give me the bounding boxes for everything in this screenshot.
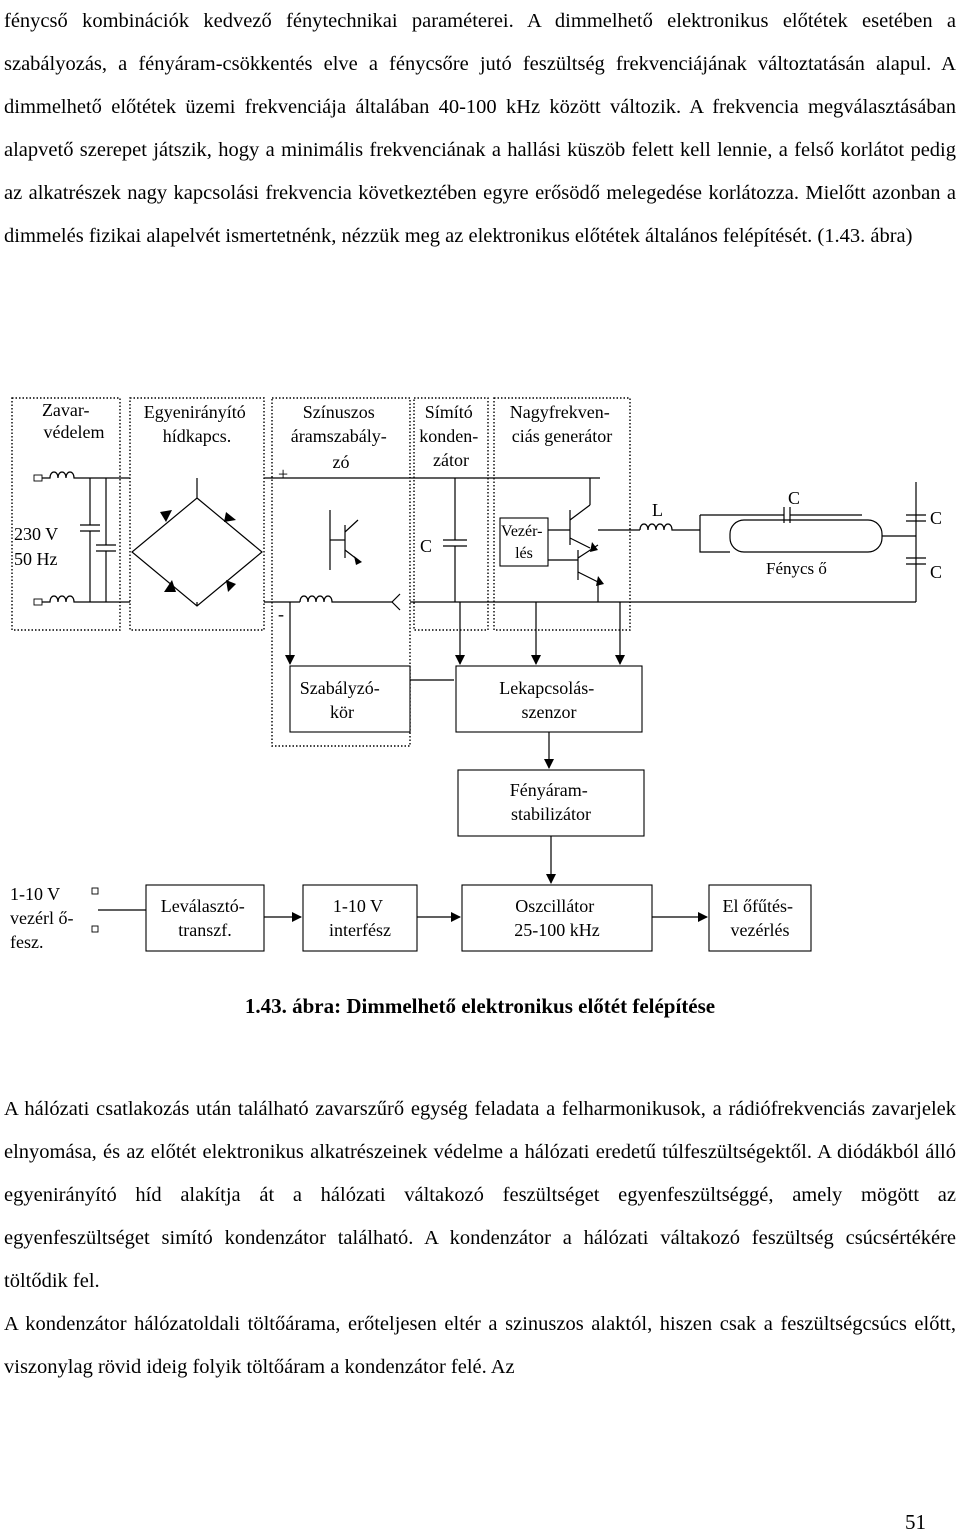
fenycso-tube xyxy=(730,520,882,552)
page-number: 51 xyxy=(905,1510,926,1534)
label-oszcillator: Oszcillátor 25-100 kHz xyxy=(514,896,600,940)
label-plus: + xyxy=(278,464,289,484)
paragraph-intro: fénycső kombinációk kedvező fénytechnikai paraméterei. A dimmelhető elektronikus előtétek esetében a szabályozás, a fényáram-csökkentés elve a fénycsőre jutó feszültség frekvenciájának változtatásán alapul. A dimmelhető előtétek üzemi frekvenciája általában 40-100 kHz között változik. A frekvencia megválasztásában alapvető szerepet játszik, hogy a minimális frekvenciának a hallási küszöb felett kell lennie, a felső korlátot pedig az alkatrészek nagy kapcsolási frekvencia következtében egyre erősödő melegedése korlátozza. Mielőtt azonban a dimmelés fizikai alapelvét ismertetnénk, nézzük meg az elektronikus előtétek általános felépítését. (1.43. ábra) xyxy=(4,10,956,247)
label-simito: Símító konden- zátor xyxy=(419,402,479,470)
label-vezerles: Vezér- lés xyxy=(501,523,543,562)
label-elofutes: El őfűtés- vezérlés xyxy=(722,896,793,940)
signal-arrows xyxy=(98,602,707,917)
figure-caption: 1.43. ábra: Dimmelhető elektronikus előtét felépítése xyxy=(244,994,716,1018)
label-szinuszos: Színuszos áramszabály- zó xyxy=(290,402,387,472)
paragraph-body-1: A hálózati csatlakozás után található zavarszűrő egység feladata a felharmonikusok, a rádiófrekvenciás zavarjelek elnyomása, és az előtét elektronikus alkatrészeinek védelme a hálózati eredetű túlfeszültségektől. A diódákból álló egyenirányító híd alakítja át a hálózati váltakozó feszültséget egyenfeszültséggé, amely mögött az egyenfeszültséget simító kondenzátor található. A kondenzátor a hálózati váltakozó feszültség csúcsértékére töltődik fel. xyxy=(4,1098,956,1292)
ballast-block-diagram xyxy=(0,380,960,960)
levalaszto-box xyxy=(146,885,264,951)
label-zavarvedelem: Zavar- védelem xyxy=(41,400,105,442)
label-inductor-l: L xyxy=(652,500,663,520)
label-lekapcsolas: Lekapcsolás- szenzor xyxy=(499,678,595,722)
hf-transistors xyxy=(500,478,916,602)
label-interfesz: 1-10 V interfész xyxy=(329,896,391,940)
label-fenyaram: Fényáram- stabilizátor xyxy=(509,780,591,824)
label-fenycso: Fénycs ő xyxy=(766,559,827,578)
szabalyzokor-box xyxy=(290,666,410,732)
regulator-transistor xyxy=(264,478,500,610)
oszcillator-box xyxy=(462,885,652,951)
label-cap-c-right1: C xyxy=(930,508,943,528)
interfesz-box xyxy=(303,885,417,951)
lamp-output xyxy=(598,482,926,602)
label-cap-c-top: C xyxy=(788,488,801,508)
label-egyeniranyito: Egyenirányító hídkapcs. xyxy=(143,402,246,446)
label-cap-c-right2: C xyxy=(930,562,943,582)
lekapcsolas-box xyxy=(456,666,642,732)
paragraph-body-2: A kondenzátor hálózatoldali töltőárama, erőteljesen eltér a szinuszos alaktól, hiszen csak a feszültségcsúcs előtt, viszonylag rövid ideig folyik töltőáram a kondenzátor felé. Az xyxy=(4,1313,956,1378)
elofutes-box xyxy=(709,885,811,951)
bridge-rectifier xyxy=(132,478,262,606)
label-nagyfrekvencias: Nagyfrekven- ciás generátor xyxy=(509,402,613,446)
label-szabalyzokor: Szabályzó- kör xyxy=(299,678,380,722)
label-mains: 230 V 50 Hz xyxy=(14,524,58,569)
label-cap-c: C xyxy=(420,536,433,556)
label-vezerlo: 1-10 V vezérl ő- fesz. xyxy=(10,884,74,952)
label-levalaszto: Leválasztó- transzf. xyxy=(160,896,245,940)
paragraph-body xyxy=(4,1088,956,1389)
label-minus: - xyxy=(278,604,284,624)
